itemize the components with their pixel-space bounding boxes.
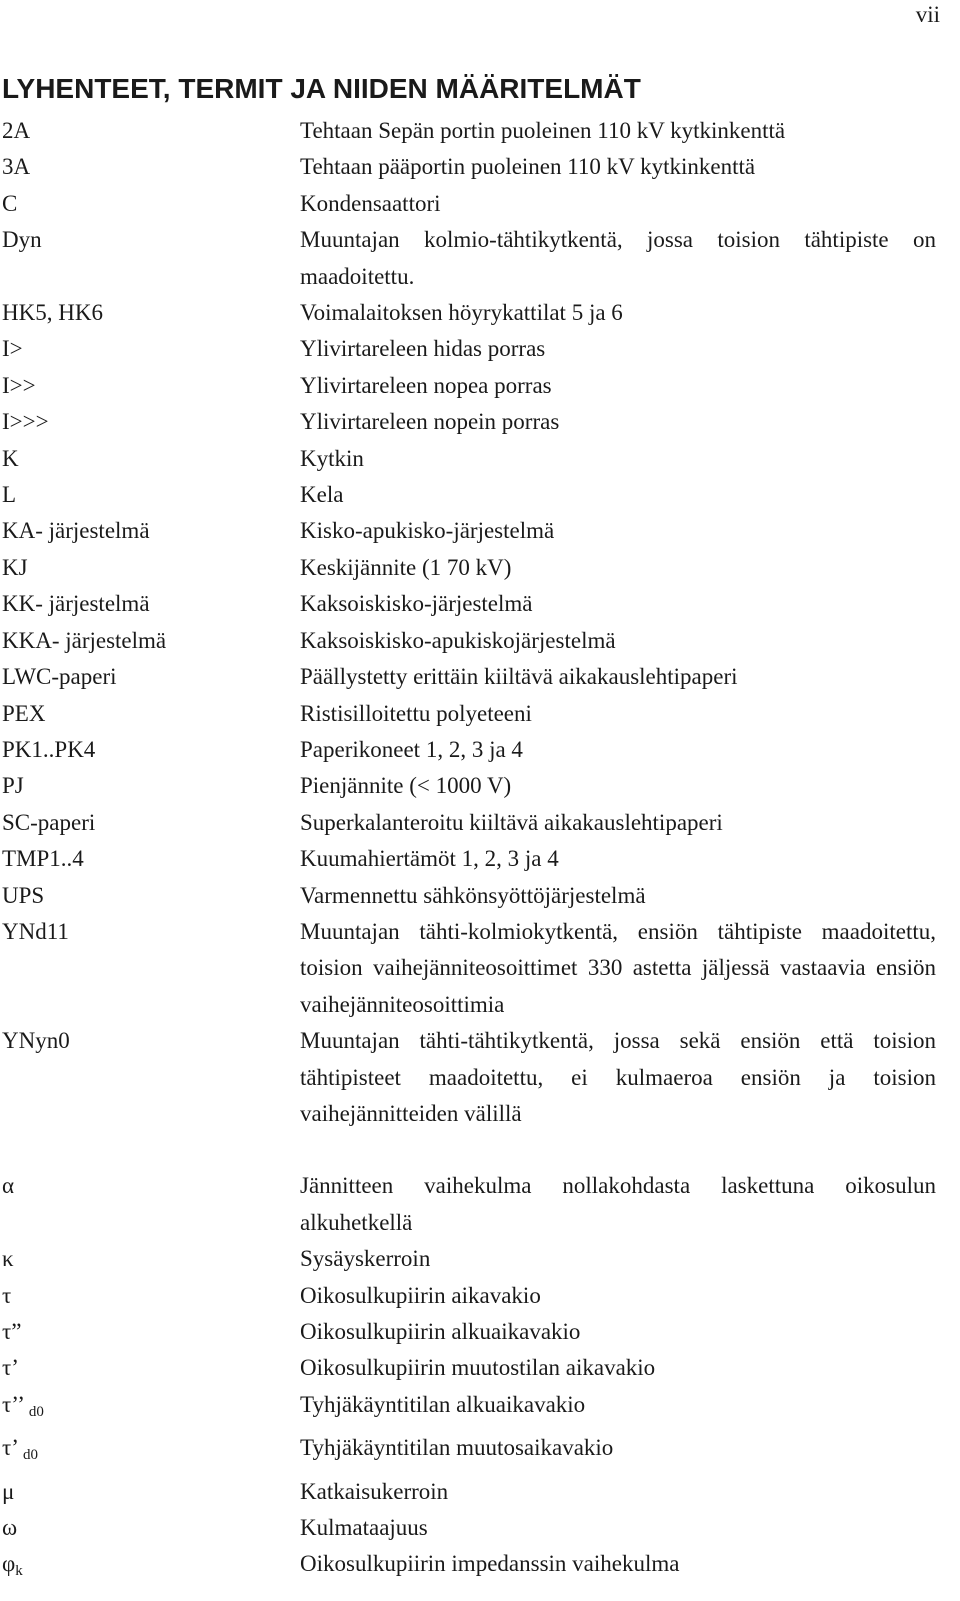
abbreviation-row-term xyxy=(0,623,300,659)
abbreviation-row-definition: Tehtaan Sepän portin puoleinen 110 kV kytkinkenttä xyxy=(300,118,786,143)
abbreviation-row-term-text: TMP1..4 xyxy=(2,846,84,872)
list-gap xyxy=(0,1132,960,1168)
symbol-row xyxy=(0,1430,960,1473)
abbreviation-row-definition: Superkalanteroitu kiiltävä aikakauslehtipaperi xyxy=(300,809,723,835)
abbreviation-row-term xyxy=(0,513,300,549)
abbreviation-row-term-text: HK5, HK6 xyxy=(2,300,103,326)
abbreviation-row xyxy=(0,295,960,331)
symbol-row-term xyxy=(0,1546,300,1589)
symbol-row-term xyxy=(0,1387,300,1430)
abbreviation-row xyxy=(0,696,960,732)
abbreviation-row-definition: Kela xyxy=(300,482,344,508)
abbreviation-row-definition: Voimalaitoksen höyrykattilat 5 ja 6 xyxy=(300,300,623,326)
abbreviation-row-definition: Kaksoiskisko-järjestelmä xyxy=(300,591,533,617)
symbol-row-definition: Kulmataajuus xyxy=(300,1515,428,1541)
symbol-row xyxy=(0,1241,960,1277)
abbreviation-row-definition: Ylivirtareleen hidas porras xyxy=(300,336,546,362)
symbol-row xyxy=(0,1510,960,1546)
abbreviation-row-term-text: PJ xyxy=(2,773,24,799)
abbreviation-row-term-text: I>> xyxy=(2,372,36,398)
abbreviation-row xyxy=(0,404,960,440)
symbol-row-term-text: μ xyxy=(2,1478,15,1504)
abbreviation-row-term-text: YNd11 xyxy=(2,918,69,944)
abbreviation-row-definition: Pienjännite (< 1000 V) xyxy=(300,773,512,799)
abbreviation-row-definition: Paperikoneet 1, 2, 3 ja 4 xyxy=(300,736,523,762)
symbol-rows xyxy=(0,1168,960,1589)
abbreviation-row-term-text: I>>> xyxy=(2,409,49,435)
abbreviation-row-term-text: C xyxy=(2,190,18,216)
symbol-row xyxy=(0,1168,960,1241)
symbol-row-definition: Oikosulkupiirin muutostilan aikavakio xyxy=(300,1355,656,1381)
abbreviation-row-term xyxy=(0,113,300,149)
abbreviation-row-definition: Kaksoiskisko-apukiskojärjestelmä xyxy=(300,627,616,653)
abbreviation-row-term xyxy=(0,186,300,222)
symbol-row-term xyxy=(0,1510,300,1546)
abbreviation-row-definition: Ristisilloitettu polyeteeni xyxy=(300,700,532,726)
symbol-row-definition: Sysäyskerroin xyxy=(300,1246,431,1272)
symbol-row-definition: Oikosulkupiirin aikavakio xyxy=(300,1282,541,1308)
abbreviation-row xyxy=(0,768,960,804)
abbreviation-rows xyxy=(0,113,960,1132)
symbol-row-term-text: α xyxy=(2,1173,15,1199)
symbol-row xyxy=(0,1474,960,1510)
abbreviation-row-term-text: KJ xyxy=(2,554,28,580)
symbol-row-term-subscript: d0 xyxy=(22,1447,38,1464)
abbreviation-row xyxy=(0,841,960,877)
abbreviation-row-term xyxy=(0,659,300,695)
abbreviation-row-term xyxy=(0,368,300,404)
abbreviation-row xyxy=(0,550,960,586)
symbol-row-term-subscript: d0 xyxy=(28,1403,44,1420)
abbreviation-row-term-text: UPS xyxy=(2,882,45,908)
abbreviation-row xyxy=(0,878,960,914)
abbreviation-row-term xyxy=(0,441,300,477)
symbol-row-term-text: τ” xyxy=(2,1319,22,1344)
symbol-row-term-text: τ’ xyxy=(2,1435,23,1461)
abbreviation-row-term xyxy=(0,222,300,295)
symbol-row-term-text: κ xyxy=(2,1246,14,1272)
abbreviation-row xyxy=(0,659,960,695)
abbreviation-row xyxy=(0,113,960,149)
abbreviation-row-term-text: PK1..PK4 xyxy=(2,736,96,762)
abbreviation-row-term-text: LWC-paperi xyxy=(2,664,117,690)
abbreviation-row-term xyxy=(0,914,300,1023)
abbreviation-row xyxy=(0,222,960,295)
symbol-row xyxy=(0,1314,960,1350)
abbreviation-row-term xyxy=(0,1023,300,1132)
abbreviation-row-definition: Kondensaattori xyxy=(300,190,441,216)
symbol-row xyxy=(0,1546,960,1589)
abbreviation-row-definition: Tehtaan pääportin puoleinen 110 kV kytkinkenttä xyxy=(300,154,756,180)
abbreviation-row xyxy=(0,186,960,222)
abbreviation-row-definition: Kisko-apukisko-järjestelmä xyxy=(300,518,555,544)
symbol-row-term xyxy=(0,1430,300,1473)
abbreviation-row-term xyxy=(0,149,300,185)
symbol-row-term xyxy=(0,1474,300,1510)
symbol-row-definition: Jännitteen vaihekulma nollakohdasta laskettuna oikosulun alkuhetkellä xyxy=(300,1173,936,1235)
symbol-row-definition: Oikosulkupiirin alkuaikavakio xyxy=(300,1319,581,1344)
symbol-row-term-subscript: k xyxy=(15,1563,23,1580)
abbreviation-row xyxy=(0,331,960,367)
abbreviation-row-term-text: 3A xyxy=(2,154,31,180)
symbol-row-term-text: τ xyxy=(2,1282,12,1308)
abbreviation-row-definition: Keskijännite (1 70 kV) xyxy=(300,554,512,580)
abbreviation-row-term-text: Dyn xyxy=(2,227,42,253)
symbol-row xyxy=(0,1387,960,1430)
abbreviation-row-term xyxy=(0,477,300,513)
abbreviation-row-definition: Kytkin xyxy=(300,445,364,471)
abbreviation-row xyxy=(0,914,960,1023)
abbreviation-row xyxy=(0,441,960,477)
abbreviation-row-term xyxy=(0,331,300,367)
abbreviation-row xyxy=(0,368,960,404)
abbreviation-row-term xyxy=(0,732,300,768)
section-heading: LYHENTEET, TERMIT JA NIIDEN MÄÄRITELMÄT xyxy=(2,73,641,104)
symbol-row-term xyxy=(0,1350,300,1386)
symbol-row xyxy=(0,1278,960,1314)
abbreviation-row xyxy=(0,149,960,185)
symbol-row-term xyxy=(0,1241,300,1277)
symbol-row-definition: Tyhjäkäyntitilan alkuaikavakio xyxy=(300,1391,586,1417)
symbol-row-term-text: ω xyxy=(2,1515,18,1541)
symbol-row xyxy=(0,1350,960,1386)
abbreviation-row xyxy=(0,586,960,622)
symbol-row-term xyxy=(0,1278,300,1314)
abbreviation-row-definition: Ylivirtareleen nopea porras xyxy=(300,372,552,398)
abbreviation-row-term-text: L xyxy=(2,482,17,508)
abbreviation-row-term xyxy=(0,768,300,804)
abbreviation-row-term-text: 2A xyxy=(2,118,31,143)
symbol-row-term xyxy=(0,1168,300,1241)
abbreviation-row xyxy=(0,477,960,513)
symbol-row-term-text: φ xyxy=(2,1551,16,1577)
abbreviation-row-term xyxy=(0,295,300,331)
abbreviation-row-term-text: YNyn0 xyxy=(2,1028,70,1054)
abbreviation-row-definition: Päällystetty erittäin kiiltävä aikakauslehtipaperi xyxy=(300,664,738,690)
symbol-row-term xyxy=(0,1314,300,1350)
abbreviation-row-definition: Muuntajan kolmio-tähtikytkentä, jossa toision tähtipiste on maadoitettu. xyxy=(300,227,936,289)
symbol-row-term-text: τ’ xyxy=(2,1355,19,1381)
abbreviation-row xyxy=(0,1023,960,1132)
abbreviation-row-term-text: KA- järjestelmä xyxy=(2,518,150,544)
abbreviation-row-definition: Muuntajan tähti-tähtikytkentä, jossa sekä ensiön että toision tähtipisteet maadoitettu, ei kulmaeroa ensiön ja toision vaihejännitteiden välillä xyxy=(300,1028,936,1126)
abbreviation-row-term-text: KK- järjestelmä xyxy=(2,591,150,617)
abbreviation-row-term xyxy=(0,550,300,586)
symbol-row-term-text: τ’’ xyxy=(2,1391,29,1417)
page-number: vii xyxy=(915,2,940,27)
abbreviation-row-definition: Muuntajan tähti-kolmiokytkentä, ensiön tähtipiste maadoitettu, toision vaihejänniteosoittimet 330 astetta jäljessä vastaavia ensiön vaihejänniteosoittimia xyxy=(300,918,936,1017)
abbreviation-row-term xyxy=(0,696,300,732)
abbreviation-row-term xyxy=(0,805,300,841)
abbreviation-list xyxy=(0,113,960,1590)
abbreviation-row-term xyxy=(0,586,300,622)
symbol-row-definition: Tyhjäkäyntitilan muutosaikavakio xyxy=(300,1435,614,1461)
abbreviation-row-definition: Kuumahiertämöt 1, 2, 3 ja 4 xyxy=(300,846,559,872)
abbreviation-row xyxy=(0,513,960,549)
abbreviation-row-term xyxy=(0,878,300,914)
symbol-row-definition: Oikosulkupiirin impedanssin vaihekulma xyxy=(300,1551,680,1577)
abbreviation-row-term-text: KKA- järjestelmä xyxy=(2,627,167,653)
abbreviation-row-term-text: PEX xyxy=(2,700,46,726)
abbreviation-row-term-text: I> xyxy=(2,336,23,362)
abbreviation-row xyxy=(0,732,960,768)
abbreviation-row-term-text: K xyxy=(2,445,19,471)
abbreviation-row-term xyxy=(0,404,300,440)
abbreviation-row-definition: Varmennettu sähkönsyöttöjärjestelmä xyxy=(300,882,646,908)
abbreviation-row-definition: Ylivirtareleen nopein porras xyxy=(300,409,560,435)
abbreviation-row-term xyxy=(0,841,300,877)
abbreviation-row xyxy=(0,623,960,659)
symbol-row-definition: Katkaisukerroin xyxy=(300,1478,449,1504)
abbreviation-row xyxy=(0,805,960,841)
abbreviation-row-term-text: SC-paperi xyxy=(2,809,96,835)
